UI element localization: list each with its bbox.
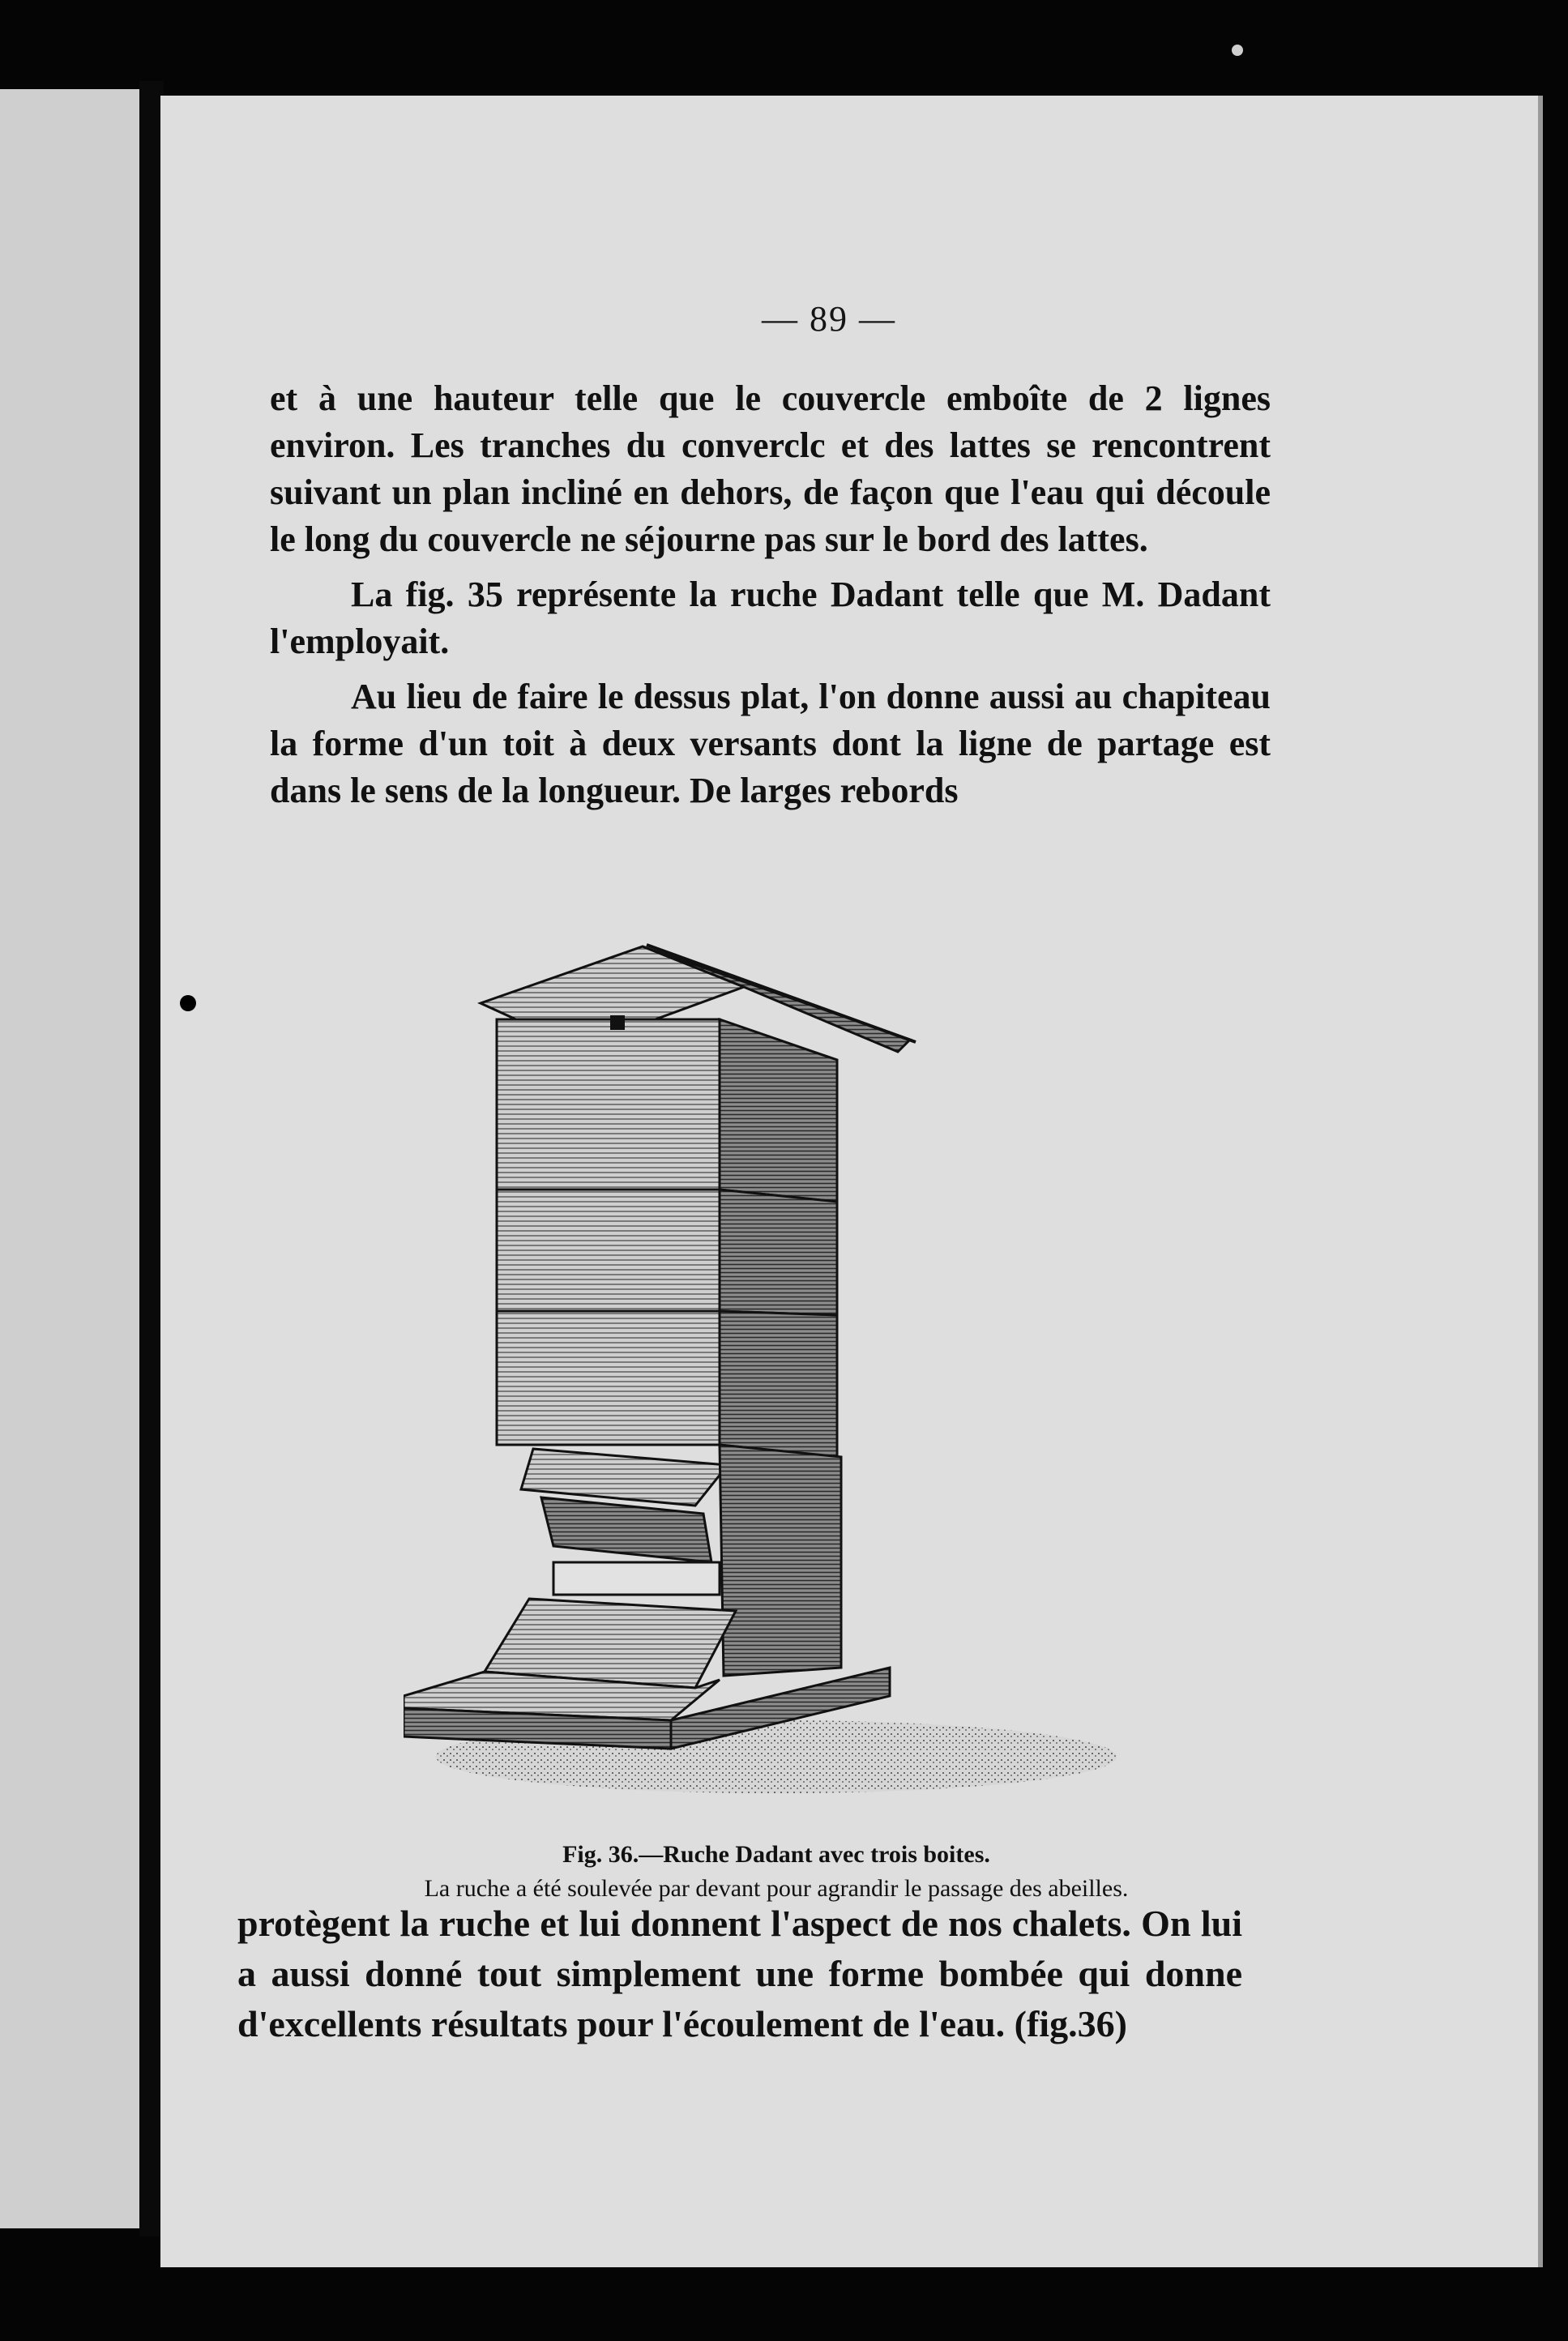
page-number: — 89 — bbox=[762, 299, 896, 339]
book-page bbox=[160, 96, 1543, 2267]
left-page-edge bbox=[0, 89, 144, 2228]
caption-text: La ruche a été soulevée par devant pour agrandir le passage des abeilles. bbox=[424, 1875, 1129, 1902]
caption-title: Fig. 36.—Ruche Dadant avec trois boites. bbox=[562, 1841, 990, 1868]
paragraph-2: La fig. 35 représente la ruche Dadant telle que M. Dadant l'employait. bbox=[270, 575, 1271, 661]
text-block-top bbox=[270, 375, 1271, 814]
paragraph-4: protègent la ruche et lui donnent l'aspect de nos chalets. On lui a aussi donné tout simplement une forme bombée qui donne d'excellents résultats pour l'écoulement de l'eau. (fig.36) bbox=[237, 1903, 1242, 2044]
scan-mark bbox=[1232, 45, 1243, 56]
paragraph-3: Au lieu de faire le dessus plat, l'on donne aussi au chapiteau la forme d'un toit à deux versants dont la ligne de partage est dans le sens de la longueur. De larges rebords bbox=[270, 677, 1271, 810]
paragraph-1: et à une hauteur telle que le couvercle emboîte de 2 lignes environ. Les tranches du converclc et des lattes se rencontrent suivant un plan incliné en dehors, de façon que l'eau qui découle le long du couvercle ne séjourne pas sur le bord des lattes. bbox=[270, 378, 1271, 559]
beehive-drawing bbox=[404, 922, 1133, 1830]
figure-caption bbox=[225, 1838, 1327, 1906]
beehive-illustration bbox=[404, 922, 1133, 1830]
text-block-bottom bbox=[237, 1899, 1242, 2049]
ink-dot bbox=[180, 995, 196, 1011]
